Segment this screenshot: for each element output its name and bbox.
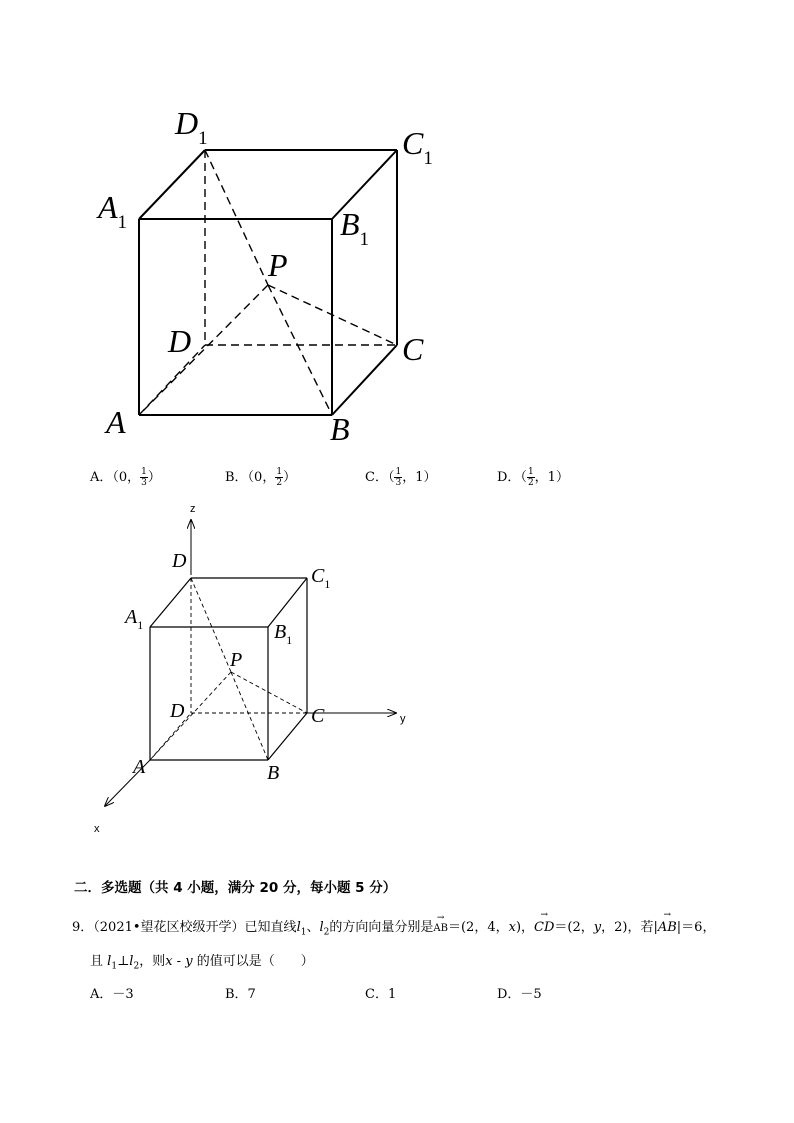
q9-option-c: C．1 <box>365 987 397 1002</box>
label-b1: $B_1$ <box>340 206 370 250</box>
section-heading: 二．多选题（共 4 小题，满分 20 分，每小题 5 分） <box>74 880 397 896</box>
label-b: B <box>330 411 350 447</box>
label-b1: $B_1$ <box>274 621 293 647</box>
option-c: C．（ $\frac{1}{3}$ ，1） <box>365 467 437 488</box>
label-d: D <box>170 700 185 722</box>
fraction: $\frac{1}{2}$ <box>527 467 534 488</box>
label-a1: $A_1$ <box>125 606 144 632</box>
axis-label-x: x <box>94 823 100 835</box>
label-b: B <box>267 762 280 784</box>
label-a: A <box>133 756 146 778</box>
label-d: D <box>168 323 192 359</box>
label-a1: $A_1$ <box>98 189 128 233</box>
label-c1: $C_1$ <box>311 565 331 591</box>
segment-p-b <box>231 672 268 760</box>
label-p: P <box>230 649 243 671</box>
question-9-line-2: 且 $l_1\perp l_2$，则x - y 的值可以是（ ） <box>90 954 314 972</box>
option-b: B．（0， $\frac{1}{2}$ ） <box>225 467 297 488</box>
label-c: C <box>311 705 325 727</box>
q9-option-b: B．7 <box>225 987 256 1002</box>
vector-ab: → AB <box>433 923 448 934</box>
fraction: $\frac{1}{3}$ <box>395 467 402 488</box>
label-c1: $C_1$ <box>402 125 433 169</box>
vector-ab-magnitude: → AB <box>658 920 677 935</box>
label-c: C <box>402 331 424 367</box>
question-number: 9． <box>72 920 94 935</box>
q9-option-a: A．－3 <box>90 987 134 1002</box>
q9-option-d: D．－5 <box>497 987 542 1002</box>
segment-p-c <box>231 672 307 713</box>
edge-b-c <box>268 713 307 760</box>
axis-label-z: z <box>190 503 196 515</box>
label-d1: $D_1$ <box>175 105 208 149</box>
segment-d1-p <box>191 578 231 672</box>
edge-a1-d1 <box>150 578 191 627</box>
fraction: $\frac{1}{2}$ <box>276 467 283 488</box>
axis-label-y: y <box>400 713 406 725</box>
fraction: $\frac{1}{3}$ <box>141 467 147 488</box>
question-source: （2021•望花区校级开学） <box>93 920 245 935</box>
question-9-line-1: 9．（2021•望花区校级开学）已知直线$l_1$、$l_2$的方向向量分别是→ AB＝(2，4，x)，→ CD＝(2，y，2)，若|→ AB|＝6， <box>72 916 715 938</box>
edge-b1-c1 <box>268 578 307 627</box>
option-d: D．（ $\frac{1}{2}$ ，1） <box>497 467 569 488</box>
label-d1: D <box>172 550 187 572</box>
segment-p-a <box>150 672 231 760</box>
vector-cd: → CD <box>534 920 554 935</box>
label-a: A <box>106 404 126 440</box>
option-a: A．（0， $\frac{1}{3}$ ） <box>90 467 161 488</box>
label-p: P <box>268 247 288 283</box>
